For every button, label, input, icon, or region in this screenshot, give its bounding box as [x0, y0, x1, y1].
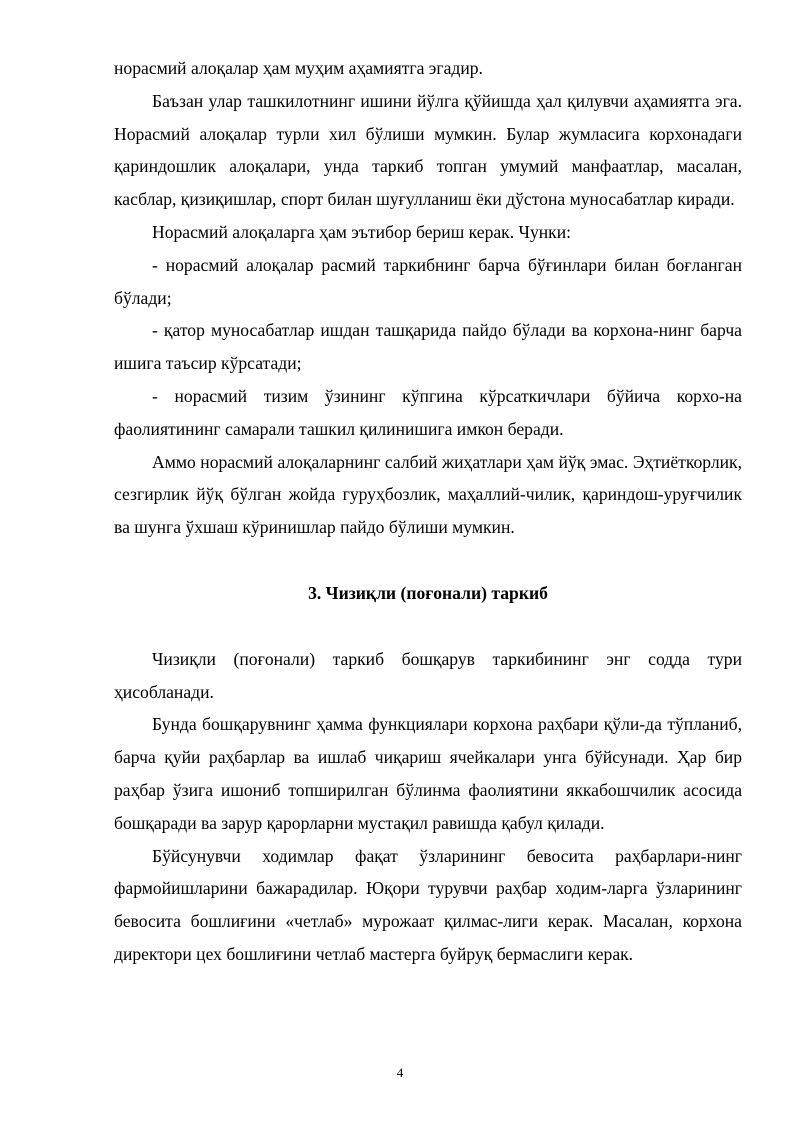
paragraph-continuation: норасмий алоқалар ҳам муҳим аҳамиятга эгадир. — [114, 58, 483, 78]
paragraph-linear-structure: Чизиқли (поғонали) таркиб бошқарув таркибининг энг содда тури ҳисобланади. — [114, 648, 742, 702]
paragraph-subordinates: Бўйсунувчи ходимлар фақат ўзларининг бевосита раҳбарлари-нинг фармойишларини бажарадилар. Юқори турувчи раҳбар ходим-ларга ўзларининг бевосита бошлиғини «четлаб» мурожаат қилмас-лиги керак. Масалан, корхона директори цех бошлиғини четлаб мастерга буйруқ бермаслиги керак. — [114, 845, 742, 964]
section-heading: 3. Чизиқли (поғонали) таркиб — [308, 582, 548, 603]
paragraph-attention: Норасмий алоқаларга ҳам эътибор бериш керак. Чунки: — [152, 221, 572, 242]
page-number: 4 — [396, 1065, 404, 1080]
list-item-outside-work: - қатор муносабатлар ишдан ташқарида пайдо бўлади ва корхона-нинг барча ишига таъсир кўрсатади; — [114, 320, 742, 374]
list-item-links: - норасмий алоқалар расмий таркибнинг барча бўғинлари билан боғланган бўлади; — [114, 254, 742, 308]
list-item-system: - норасмий тизим ўзининг кўпгина кўрсаткичлари бўйича корхо-на фаолиятининг самарали ташкил қилинишига имкон беради. — [114, 385, 742, 439]
paragraph-negative-sides: Аммо норасмий алоқаларнинг салбий жиҳатлари ҳам йўқ эмас. Эҳтиёткорлик, сезгирлик йўқ бўлган жойда гуруҳбозлик, маҳаллий-чилик, қариндош-уруғчилик ва шунга ўхшаш кўринишлар пайдо бўлиши мумкин. — [114, 451, 742, 538]
paragraph-informal-relations: Баъзан улар ташкилотнинг ишини йўлга қўйишда ҳал қилувчи аҳамиятга эга. Норасмий алоқалар турли хил бўлиши мумкин. Булар жумласига корхонадаги қариндошлик алоқалари, унда таркиб топган умумий манфаатлар, масалан, касблар, қизиқишлар, спорт билан шуғулланиш ёки дўстона муносабатлар киради. — [114, 90, 742, 210]
paragraph-functions: Бунда бошқарувнинг ҳамма функциялари корхона раҳбари қўли-да тўпланиб, барча қуйи раҳбарлар ва ишлаб чиқариш ячейкалари унга бўйсунади. Ҳар бир раҳбар ўзига ишониб топширилган бўлинма фаолиятини яккабошчилик асосида бошқаради ва зарур қарорларни мустақил равишда қабул қилади. — [114, 714, 742, 833]
document-page — [114, 52, 742, 971]
